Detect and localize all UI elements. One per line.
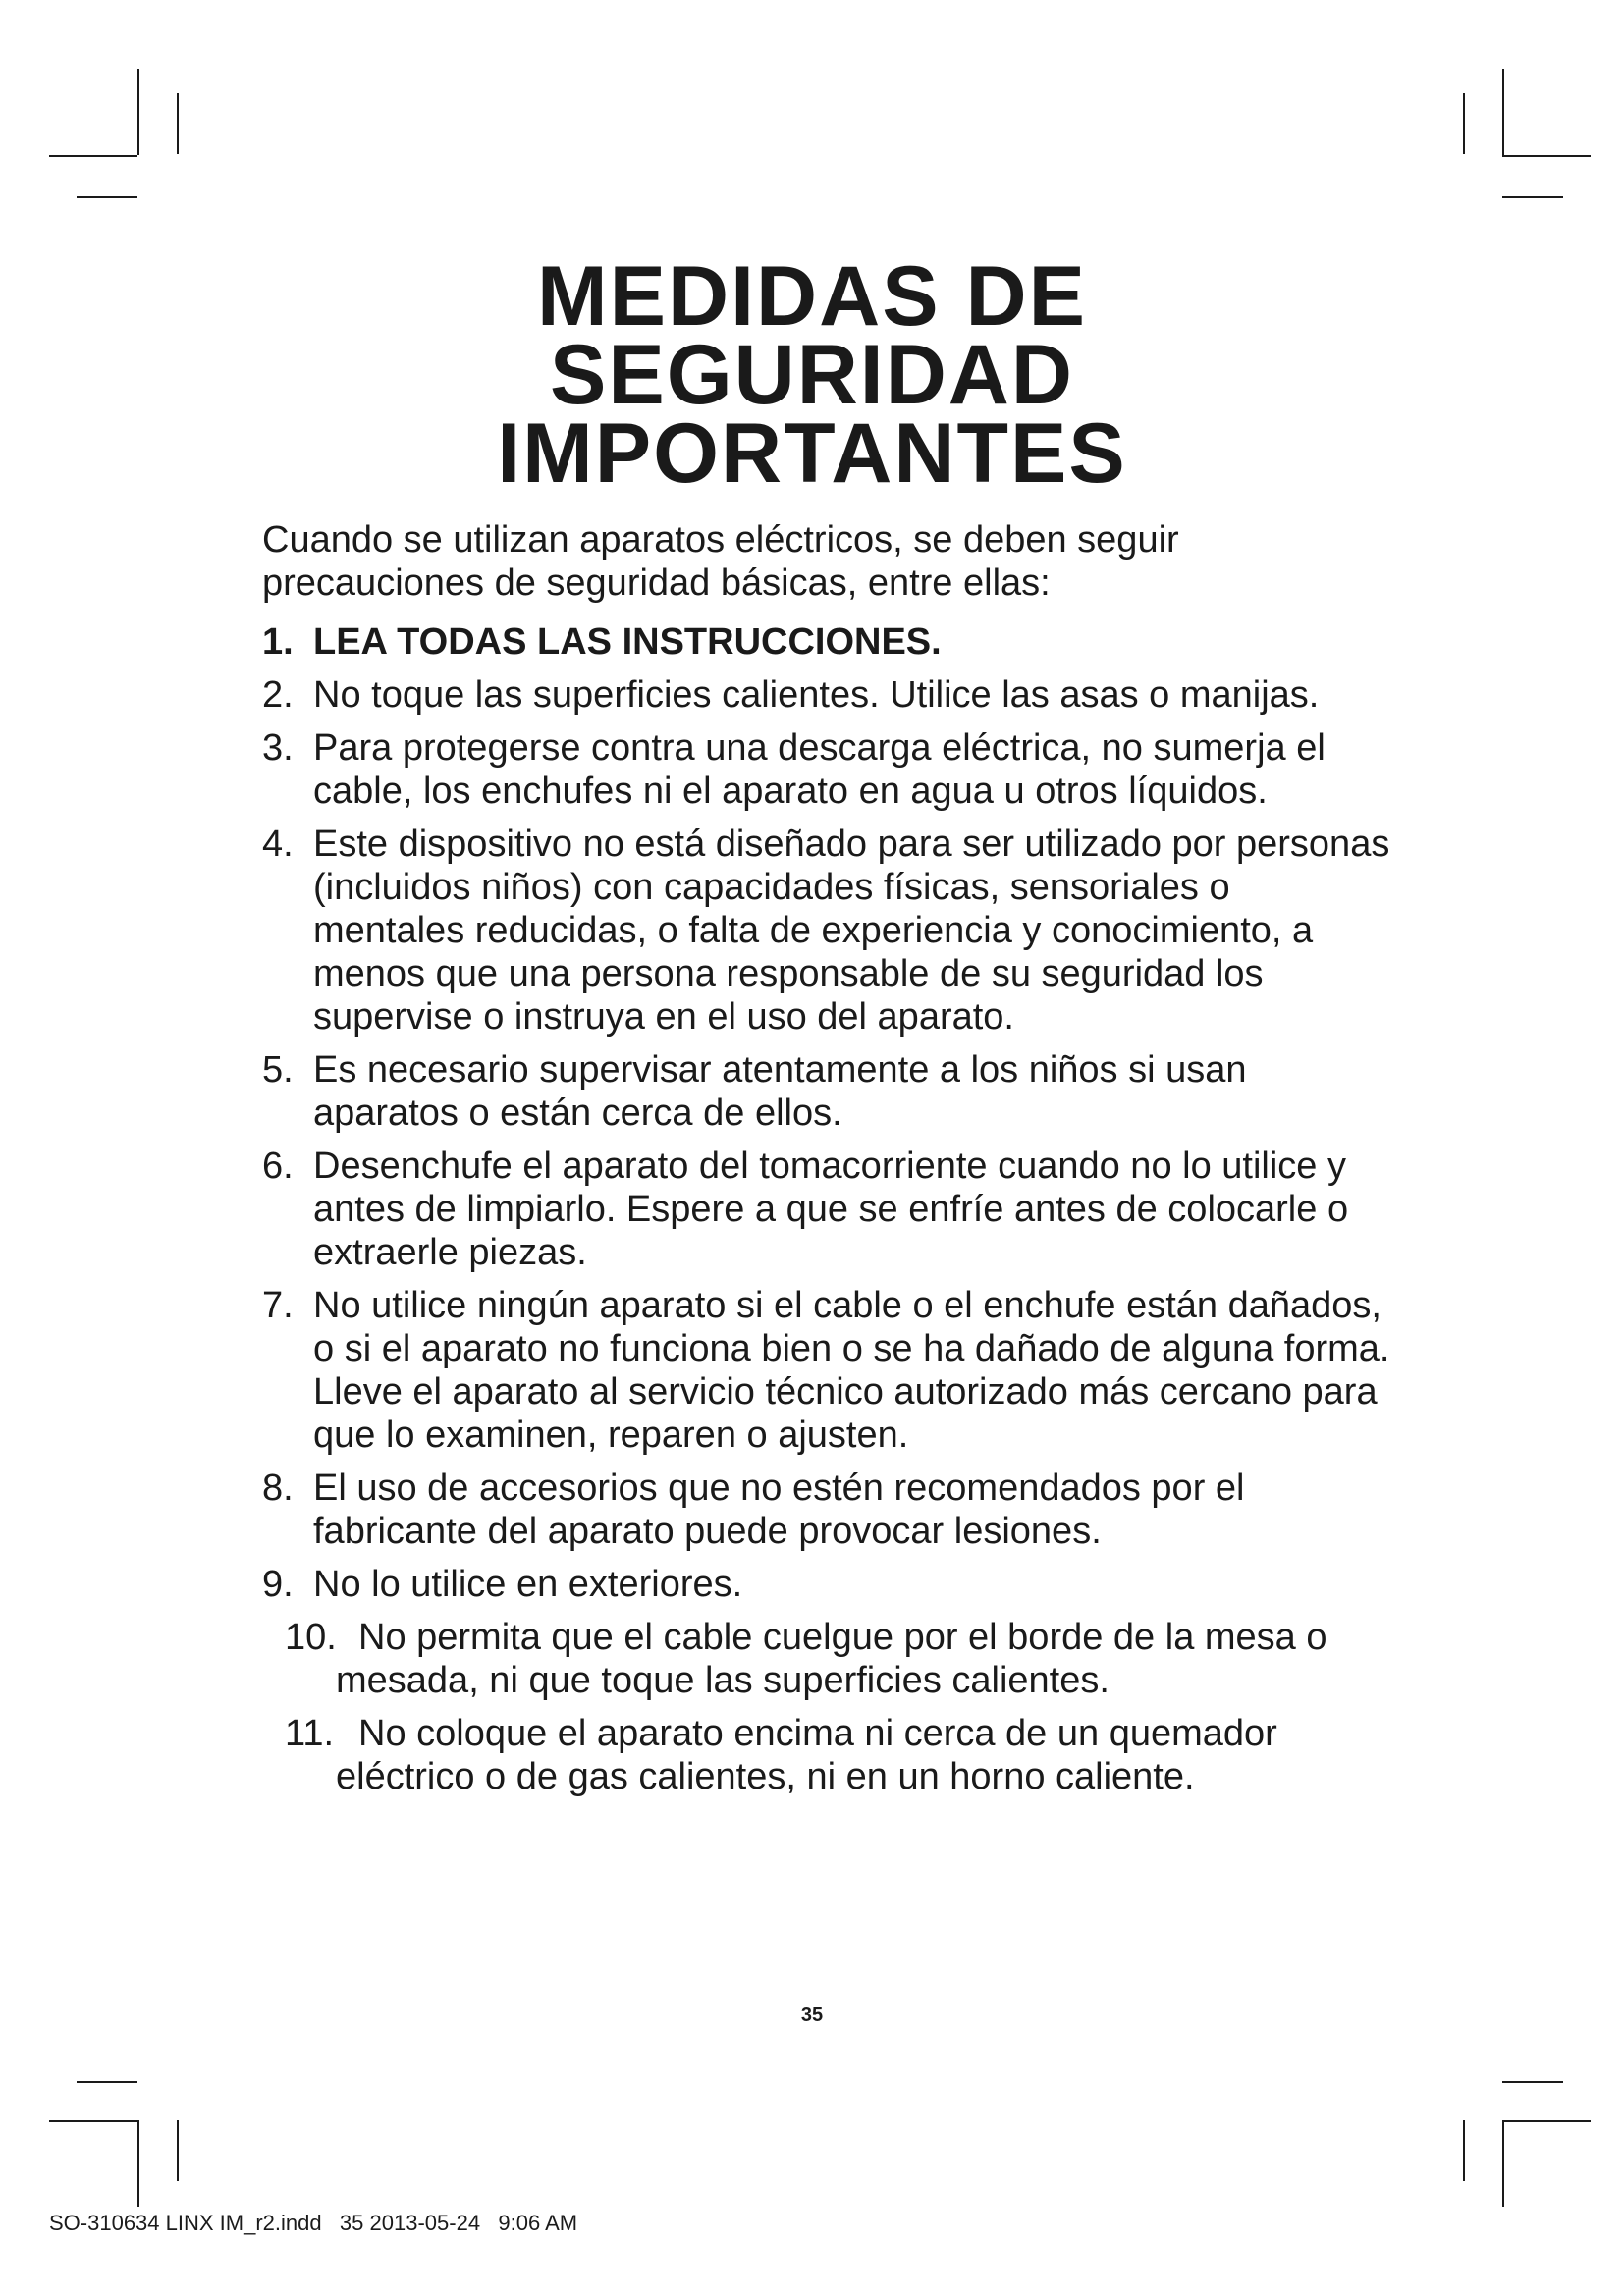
item-number: 11. xyxy=(285,1713,335,1754)
crop-mark xyxy=(137,69,139,155)
instruction-list xyxy=(262,620,1391,1798)
item-number: 7. xyxy=(262,1285,294,1326)
crop-mark xyxy=(177,93,179,154)
item-text: No toque las superficies calientes. Utilice las asas o manijas. xyxy=(313,674,1320,716)
item-number: 8. xyxy=(262,1468,294,1509)
list-item xyxy=(262,1048,1391,1135)
item-text: LEA TODAS LAS INSTRUCCIONES. xyxy=(313,621,942,663)
item-text: No lo utilice en exteriores. xyxy=(313,1564,743,1605)
title-line: MEDIDAS DE xyxy=(537,249,1087,344)
item-number: 4. xyxy=(262,824,294,865)
crop-mark xyxy=(1502,2120,1504,2207)
item-text: No coloque el aparato encima ni cerca de un quemador eléctrico o de gas calientes, ni en un horno caliente. xyxy=(336,1713,1277,1797)
list-item xyxy=(262,1145,1391,1274)
crop-mark xyxy=(49,2120,137,2122)
crop-mark xyxy=(1502,196,1563,198)
list-item xyxy=(262,673,1391,717)
title-line: IMPORTANTES xyxy=(497,406,1127,501)
crop-mark xyxy=(77,2081,137,2083)
page-number: 35 xyxy=(800,2004,824,2026)
crop-mark xyxy=(137,2120,139,2207)
list-item xyxy=(262,726,1391,813)
list-item xyxy=(262,1712,1391,1798)
item-text: Desenchufe el aparato del tomacorriente cuando no lo utilice y antes de limpiarlo. Espere a que se enfríe antes de colocarle o extraerle piezas. xyxy=(313,1146,1349,1273)
intro-paragraph: Cuando se utilizan aparatos eléctricos, se deben seguir precauciones de seguridad básicas, entre ellas: xyxy=(262,519,1179,604)
item-text: Es necesario supervisar atentamente a los niños si usan aparatos o están cerca de ellos. xyxy=(313,1049,1247,1134)
safety-instructions xyxy=(262,518,1391,1808)
page-title xyxy=(0,249,1624,501)
item-number: 9. xyxy=(262,1564,294,1605)
item-number: 6. xyxy=(262,1146,294,1187)
item-number: 3. xyxy=(262,727,294,769)
item-number: 10. xyxy=(285,1617,337,1658)
item-text: Para protegerse contra una descarga eléctrica, no sumerja el cable, los enchufes ni el aparato en agua u otros líquidos. xyxy=(313,727,1326,812)
title-line: SEGURIDAD xyxy=(549,328,1075,422)
list-item xyxy=(262,1284,1391,1457)
crop-mark xyxy=(1502,155,1591,157)
item-text: No utilice ningún aparato si el cable o el enchufe están dañados, o si el aparato no funciona bien o se ha dañado de alguna forma. Lleve el aparato al servicio técnico autorizado más cercano para que lo examinen, reparen o ajusten. xyxy=(313,1285,1390,1456)
crop-mark xyxy=(1463,2120,1465,2181)
crop-mark xyxy=(1463,93,1465,154)
item-text: El uso de accesorios que no estén recomendados por el fabricante del aparato puede provocar lesiones. xyxy=(313,1468,1245,1552)
item-number: 5. xyxy=(262,1049,294,1091)
crop-mark xyxy=(1502,69,1504,155)
list-item xyxy=(262,1467,1391,1553)
crop-mark xyxy=(177,2120,179,2181)
crop-mark xyxy=(77,196,137,198)
crop-mark xyxy=(1502,2120,1591,2122)
list-item xyxy=(262,1563,1391,1606)
item-text: No permita que el cable cuelgue por el borde de la mesa o mesada, ni que toque las superficies calientes. xyxy=(336,1617,1327,1701)
list-item xyxy=(262,1616,1391,1702)
crop-mark xyxy=(49,155,137,157)
crop-mark xyxy=(1502,2081,1563,2083)
print-slug: SO-310634 LINX IM_r2.indd 35 2013-05-24 9:06 AM xyxy=(49,2211,578,2235)
list-item xyxy=(262,823,1391,1039)
item-number: 1. xyxy=(262,621,294,663)
list-item xyxy=(262,620,1391,664)
item-text: Este dispositivo no está diseñado para ser utilizado por personas (incluidos niños) con capacidades físicas, sensoriales o mentales reducidas, o falta de experiencia y conocimiento, a menos que una persona responsable de su seguridad los supervise o instruya en el uso del aparato. xyxy=(313,824,1390,1038)
item-number: 2. xyxy=(262,674,294,716)
